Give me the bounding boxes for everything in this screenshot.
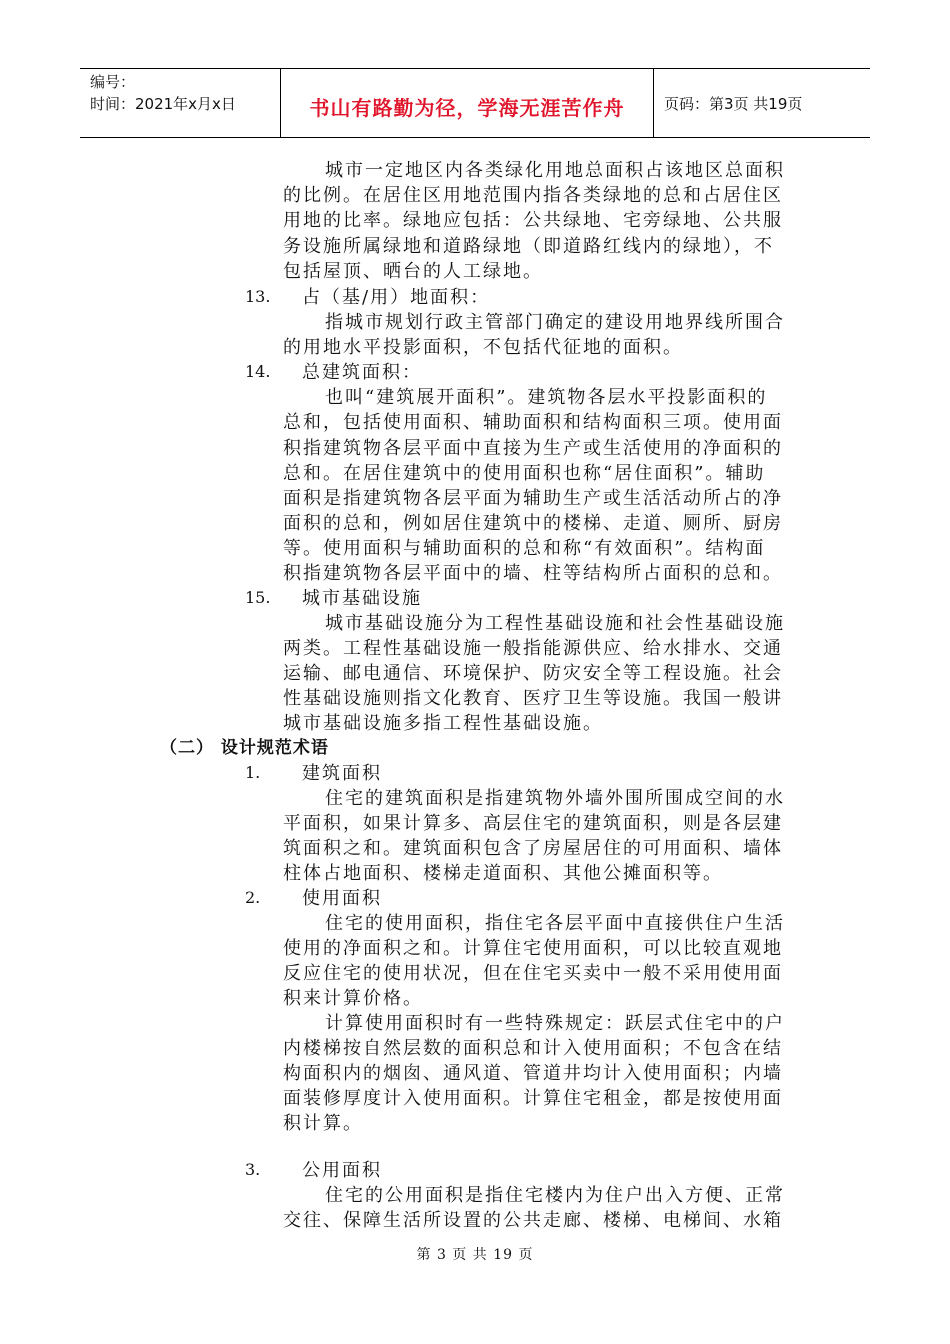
document-time-label: 时间：2021年x月x日 <box>90 95 236 113</box>
header-motto-cell <box>280 69 654 137</box>
paragraph-line: 面装修厚度计入使用面积。计算住宅租金，都是按使用面 <box>283 1088 783 1109</box>
page-footer: 第 3 页 共 19 页 <box>416 1247 534 1263</box>
item-title-14: 总建筑面积： <box>302 362 422 383</box>
paragraph-line: 计算使用面积时有一些特殊规定：跃层式住宅中的户 <box>325 1013 785 1034</box>
item-number-3: 3. <box>245 1160 261 1179</box>
paragraph-line: 住宅的建筑面积是指建筑物外墙外围所围成空间的水 <box>325 788 785 809</box>
item-number-2: 2. <box>245 888 261 907</box>
item-title-2: 使用面积 <box>302 888 382 909</box>
paragraph-line: 筑面积之和。建筑面积包含了房屋居住的可用面积、墙体 <box>283 838 783 859</box>
paragraph-line: 构面积内的烟囱、通风道、管道井均计入使用面积；内墙 <box>283 1063 783 1084</box>
header-page-cell <box>654 69 870 137</box>
paragraph-line: 城市基础设施分为工程性基础设施和社会性基础设施 <box>325 613 785 634</box>
item-number-13: 13. <box>245 287 271 306</box>
paragraph-line: 性基础设施则指文化教育、医疗卫生等设施。我国一般讲 <box>283 688 783 709</box>
paragraph-line: 的比例。在居住区用地范围内指各类绿地的总和占居住区 <box>283 185 783 206</box>
paragraph-line: 总和，包括使用面积、辅助面积和结构面积三项。使用面 <box>283 412 783 433</box>
paragraph-line: 面积是指建筑物各层平面为辅助生产或生活活动所占的净 <box>283 488 783 509</box>
paragraph-line: 运输、邮电通信、环境保护、防灾安全等工程设施。社会 <box>283 663 783 684</box>
header-meta <box>80 69 280 137</box>
paragraph-line: 积计算。 <box>283 1113 363 1134</box>
paragraph-line: 用地的比率。绿地应包括：公共绿地、宅旁绿地、公共服 <box>283 210 783 231</box>
paragraph-line: 柱体占地面积、楼梯走道面积、其他公摊面积等。 <box>283 863 723 884</box>
section-heading: （二） 设计规范术语 <box>160 738 329 758</box>
paragraph-line: 积指建筑物各层平面中的墙、柱等结构所占面积的总和。 <box>283 563 783 584</box>
paragraph-line: 城市基础设施多指工程性基础设施。 <box>283 713 603 734</box>
paragraph-line: 包括屋顶、晒台的人工绿地。 <box>283 261 543 282</box>
item-number-1: 1. <box>245 763 261 782</box>
paragraph-line: 也叫“建筑展开面积”。建筑物各层水平投影面积的 <box>325 387 768 408</box>
paragraph-line: 城市一定地区内各类绿化用地总面积占该地区总面积 <box>325 160 785 181</box>
paragraph-line: 住宅的公用面积是指住宅楼内为住户出入方便、正常 <box>325 1185 785 1206</box>
item-number-14: 14. <box>245 362 271 381</box>
paragraph-line: 反应住宅的使用状况，但在住宅买卖中一般不采用使用面 <box>283 963 783 984</box>
item-title-13: 占（基/用）地面积： <box>302 287 491 308</box>
paragraph-line: 务设施所属绿地和道路绿地（即道路红线内的绿地），不 <box>283 236 774 257</box>
page-header <box>80 68 870 138</box>
paragraph-line: 总和。在居住建筑中的使用面积也称“居住面积”。辅助 <box>283 463 766 484</box>
paragraph-line: 使用的净面积之和。计算住宅使用面积，可以比较直观地 <box>283 938 783 959</box>
paragraph-line: 内楼梯按自然层数的面积总和计入使用面积；不包含在结 <box>283 1038 783 1059</box>
item-number-15: 15. <box>245 588 271 607</box>
paragraph-line: 交往、保障生活所设置的公共走廊、楼梯、电梯间、水箱 <box>283 1210 783 1231</box>
paragraph-line: 住宅的使用面积，指住宅各层平面中直接供住户生活 <box>325 913 785 934</box>
item-title-15: 城市基础设施 <box>302 588 422 609</box>
header-motto: 书山有路勤为径，学海无涯苦作舟 <box>309 95 625 120</box>
paragraph-line: 等。使用面积与辅助面积的总和称“有效面积”。结构面 <box>283 538 766 559</box>
paragraph-line: 平面积，如果计算多、高层住宅的建筑面积，则是各层建 <box>283 813 783 834</box>
header-page-number: 页码：第3页 共19页 <box>664 94 803 113</box>
paragraph-line: 积指建筑物各层平面中直接为生产或生活使用的净面积的 <box>283 438 783 459</box>
document-number-label: 编号： <box>90 73 136 91</box>
item-title-3: 公用面积 <box>302 1160 382 1181</box>
item-title-1: 建筑面积 <box>302 763 382 784</box>
paragraph-line: 面积的总和，例如居住建筑中的楼梯、走道、厕所、厨房 <box>283 513 783 534</box>
paragraph-line: 的用地水平投影面积，不包括代征地的面积。 <box>283 337 683 358</box>
paragraph-line: 积来计算价格。 <box>283 988 423 1009</box>
paragraph-line: 两类。工程性基础设施一般指能源供应、给水排水、交通 <box>283 638 783 659</box>
paragraph-line: 指城市规划行政主管部门确定的建设用地界线所围合 <box>325 312 785 333</box>
